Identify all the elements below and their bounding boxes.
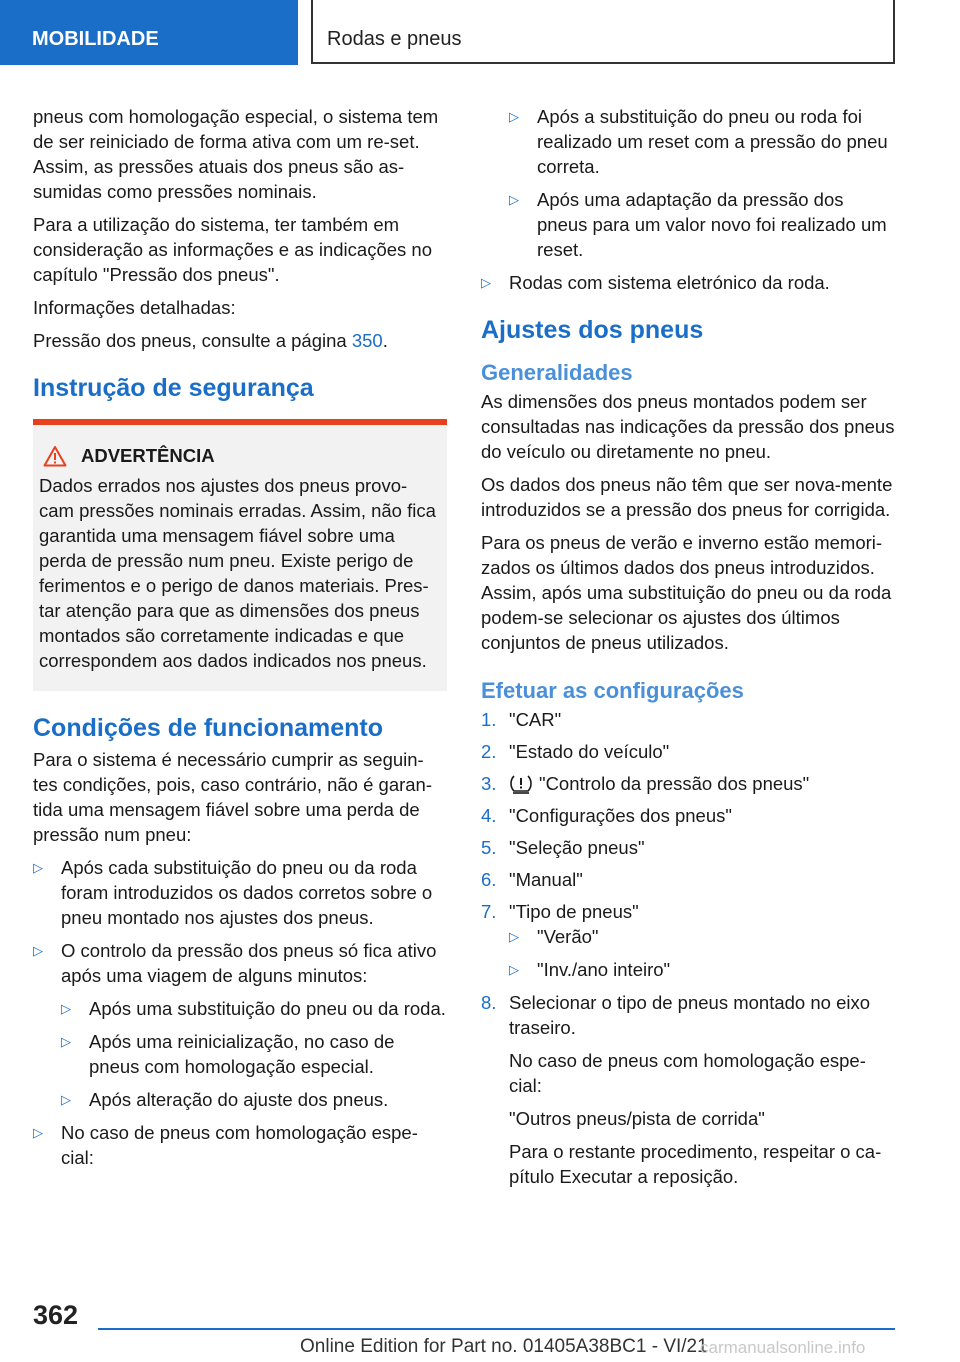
- triangle-bullet-icon: ▷: [481, 275, 491, 290]
- triangle-bullet-icon: ▷: [509, 109, 519, 124]
- triangle-bullet-icon: ▷: [61, 1092, 71, 1107]
- step-item: 3. "Controlo da pressão dos pneus": [481, 773, 810, 794]
- page-reference: Pressão dos pneus, consulte a página 350.: [33, 330, 388, 351]
- list-item: ▷ Rodas com sistema eletrónico da roda.: [481, 272, 830, 293]
- list-item: ▷ Após cada substituição do pneu ou da roda foram introduzidos os dados corretos sobre o pneu montado nos ajustes dos pneus.: [33, 857, 433, 928]
- page-number: 362: [33, 1300, 79, 1330]
- step-item: 4. "Configurações dos pneus": [481, 805, 732, 826]
- step-item: 6. "Manual": [481, 869, 583, 890]
- section-label: MOBILIDADE: [32, 28, 159, 50]
- paragraph: As dimensões dos pneus montados podem ser consultadas nas indicações da pressão dos pneus do veículo ou diretamente no pneu.: [481, 391, 895, 462]
- continued-sub-list: [481, 104, 897, 262]
- paragraph: Informações detalhadas:: [33, 297, 236, 318]
- step-item: 7. "Tipo de pneus" ▷ "Verão" ▷ "Inv./ano inteiro": [481, 899, 897, 982]
- right-column: [481, 104, 897, 1196]
- paragraph: Para a utilização do sistema, ter também em consideração as informações e as indicações no capítulo "Pressão dos pneus".: [33, 214, 433, 285]
- topic-label: Rodas e pneus: [327, 28, 462, 50]
- paragraph: Os dados dos pneus não têm que ser nova-mente introduzidos se a pressão dos pneus for corrigida.: [481, 474, 893, 520]
- watermark: carmanualsonline.info: [700, 1338, 866, 1357]
- footer-edition: Online Edition for Part no. 01405A38BC1 - VI/21: [300, 1336, 708, 1357]
- footer-divider: [98, 1328, 895, 1330]
- general-heading: Generalidades: [481, 360, 633, 385]
- topic-tab: [311, 0, 895, 64]
- triangle-bullet-icon: ▷: [33, 943, 43, 958]
- tire-settings-heading: Ajustes dos pneus: [481, 316, 704, 344]
- conditions-heading: Condições de funcionamento: [33, 714, 384, 742]
- list-item: ▷ O controlo da pressão dos pneus só fica ativo após uma viagem de alguns minutos: ▷ Após uma substituição do pneu ou da roda. ▷ Após uma reinicialização, no caso de pneus com homologação especial. ▷ Após alteração do ajuste dos pneus.: [33, 940, 446, 1110]
- list-item: ▷ Após a substituição do pneu ou roda foi realizado um reset com a pressão do pneu correta.: [509, 106, 888, 177]
- step-item: 8. Selecionar o tipo de pneus montado no eixo traseiro. No caso de pneus com homologação espe-cial: "Outros pneus/pista de corrida" Para o restante procedimento, respeitar o ca-pítulo Executar a reposição.: [481, 990, 897, 1189]
- warning-text: Dados errados nos ajustes dos pneus provo-cam pressões nominais erradas. Assim, não fica garantida uma mensagem fiável sobre uma perda de pressão num pneu. Existe perigo de ferimentos e o perigo de danos materiais. Pres-tar atenção para que as dimensões dos pneus montados são corretamente indicadas e que correspondem aos dados indicados nos pneus.: [39, 475, 436, 671]
- tire-pressure-warning-icon: [509, 774, 533, 794]
- conditions-list-cont: [481, 270, 897, 295]
- triangle-bullet-icon: ▷: [33, 1125, 43, 1140]
- list-item: ▷ Após alteração do ajuste dos pneus.: [61, 1089, 389, 1110]
- step-note: No caso de pneus com homologação espe-cial:: [509, 1050, 866, 1096]
- triangle-bullet-icon: ▷: [61, 1001, 71, 1016]
- tire-type-list: [509, 924, 897, 982]
- list-item: ▷ "Inv./ano inteiro": [509, 959, 671, 980]
- paragraph: pneus com homologação especial, o sistema tem de ser reiniciado de forma ativa com um re-set. Assim, as pressões atuais dos pneus são as-sumidas como pressões nominais.: [33, 106, 439, 202]
- step-item: 2. "Estado do veículo": [481, 741, 670, 762]
- list-item: ▷ Após uma reinicialização, no caso de pneus com homologação especial.: [61, 1031, 395, 1077]
- left-column: [33, 104, 447, 1178]
- warning-title: ADVERTÊNCIA: [39, 445, 437, 467]
- warning-triangle-icon: [43, 445, 67, 467]
- triangle-bullet-icon: ▷: [509, 962, 519, 977]
- paragraph: Para o sistema é necessário cumprir as seguin-tes condições, pois, caso contrário, não é garan-tida uma mensagem fiável sobre uma perda de pressão num pneu:: [33, 749, 433, 845]
- triangle-bullet-icon: ▷: [33, 860, 43, 875]
- step-note: Para o restante procedimento, respeitar o ca-pítulo Executar a reposição.: [509, 1141, 882, 1187]
- steps-list: [481, 707, 897, 1189]
- section-tab: [0, 0, 298, 65]
- triangle-bullet-icon: ▷: [509, 929, 519, 944]
- list-item: ▷ Após uma adaptação da pressão dos pneus para um valor novo foi realizado um reset.: [509, 189, 887, 260]
- config-heading: Efetuar as configurações: [481, 678, 744, 703]
- list-item: ▷ No caso de pneus com homologação espe-cial:: [33, 1122, 418, 1168]
- triangle-bullet-icon: ▷: [61, 1034, 71, 1049]
- list-item: ▷ Após uma substituição do pneu ou da roda.: [61, 998, 446, 1019]
- list-item: ▷ "Verão": [509, 926, 599, 947]
- step-note: "Outros pneus/pista de corrida": [509, 1108, 765, 1129]
- safety-heading: Instrução de segurança: [33, 374, 314, 402]
- page-link[interactable]: 350: [351, 330, 383, 351]
- paragraph: Para os pneus de verão e inverno estão memori-zados os últimos dados dos pneus introduzidos. Assim, após uma substituição do pneu ou da roda podem-se selecionar os ajustes dos últimos conjuntos de pneus utilizados.: [481, 532, 892, 653]
- step-item: 5. "Seleção pneus": [481, 837, 645, 858]
- step-item: 1. "CAR": [481, 709, 562, 730]
- triangle-bullet-icon: ▷: [509, 192, 519, 207]
- sub-list: [61, 996, 447, 1112]
- warning-box: [33, 419, 447, 691]
- conditions-list: [33, 855, 447, 1170]
